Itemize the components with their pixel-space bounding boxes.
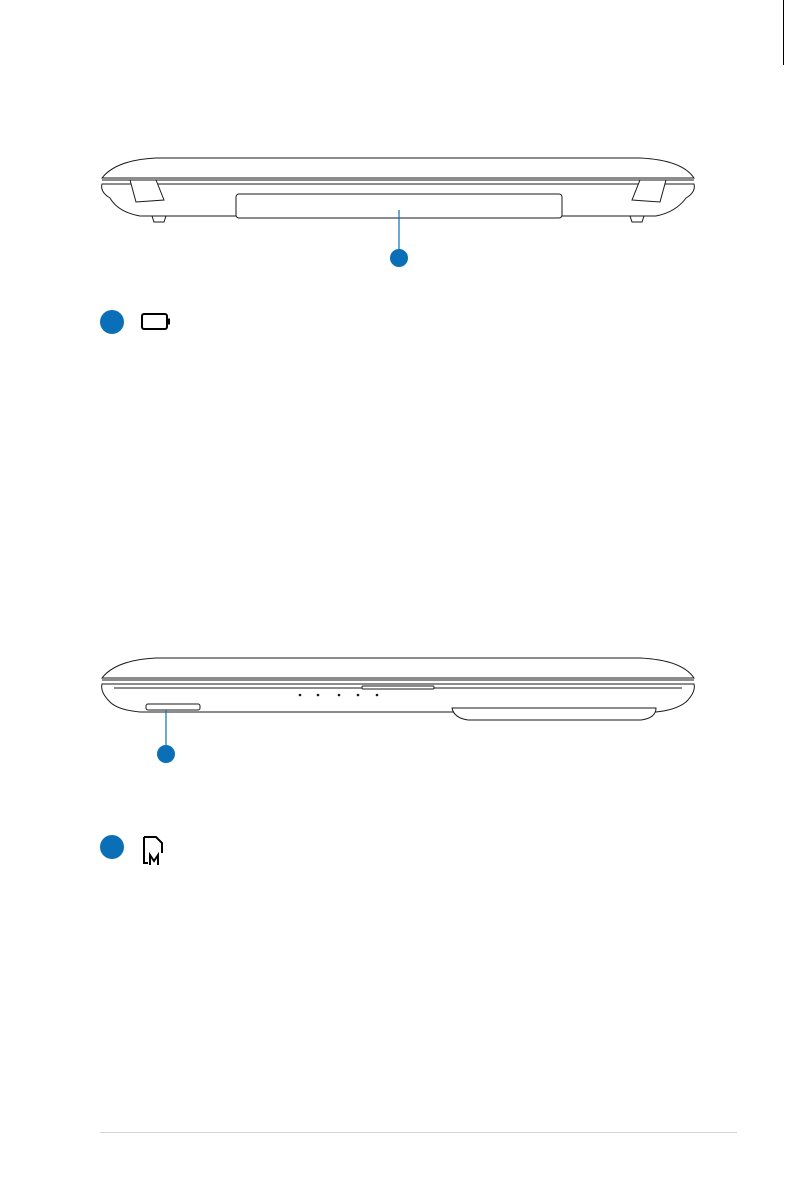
rear-view-diagram: [96, 150, 700, 270]
memory-card-icon: [140, 835, 170, 867]
left-hinge: [130, 180, 164, 202]
callout-badge: [100, 835, 124, 859]
lid-latch: [362, 686, 434, 689]
front-view-diagram: [96, 650, 700, 770]
footer-rule: [100, 1132, 737, 1133]
right-hinge: [632, 180, 666, 202]
lid-top: [102, 158, 694, 178]
lid-top: [102, 658, 694, 678]
crop-mark: [783, 0, 784, 65]
left-foot: [152, 216, 166, 222]
callout-marker: [157, 745, 175, 763]
card-slot: [146, 704, 200, 710]
right-foot: [630, 216, 644, 222]
battery-bulge: [452, 708, 656, 720]
battery-icon: [140, 310, 172, 334]
callout-marker: [390, 249, 408, 267]
callout-badge: [100, 310, 124, 334]
